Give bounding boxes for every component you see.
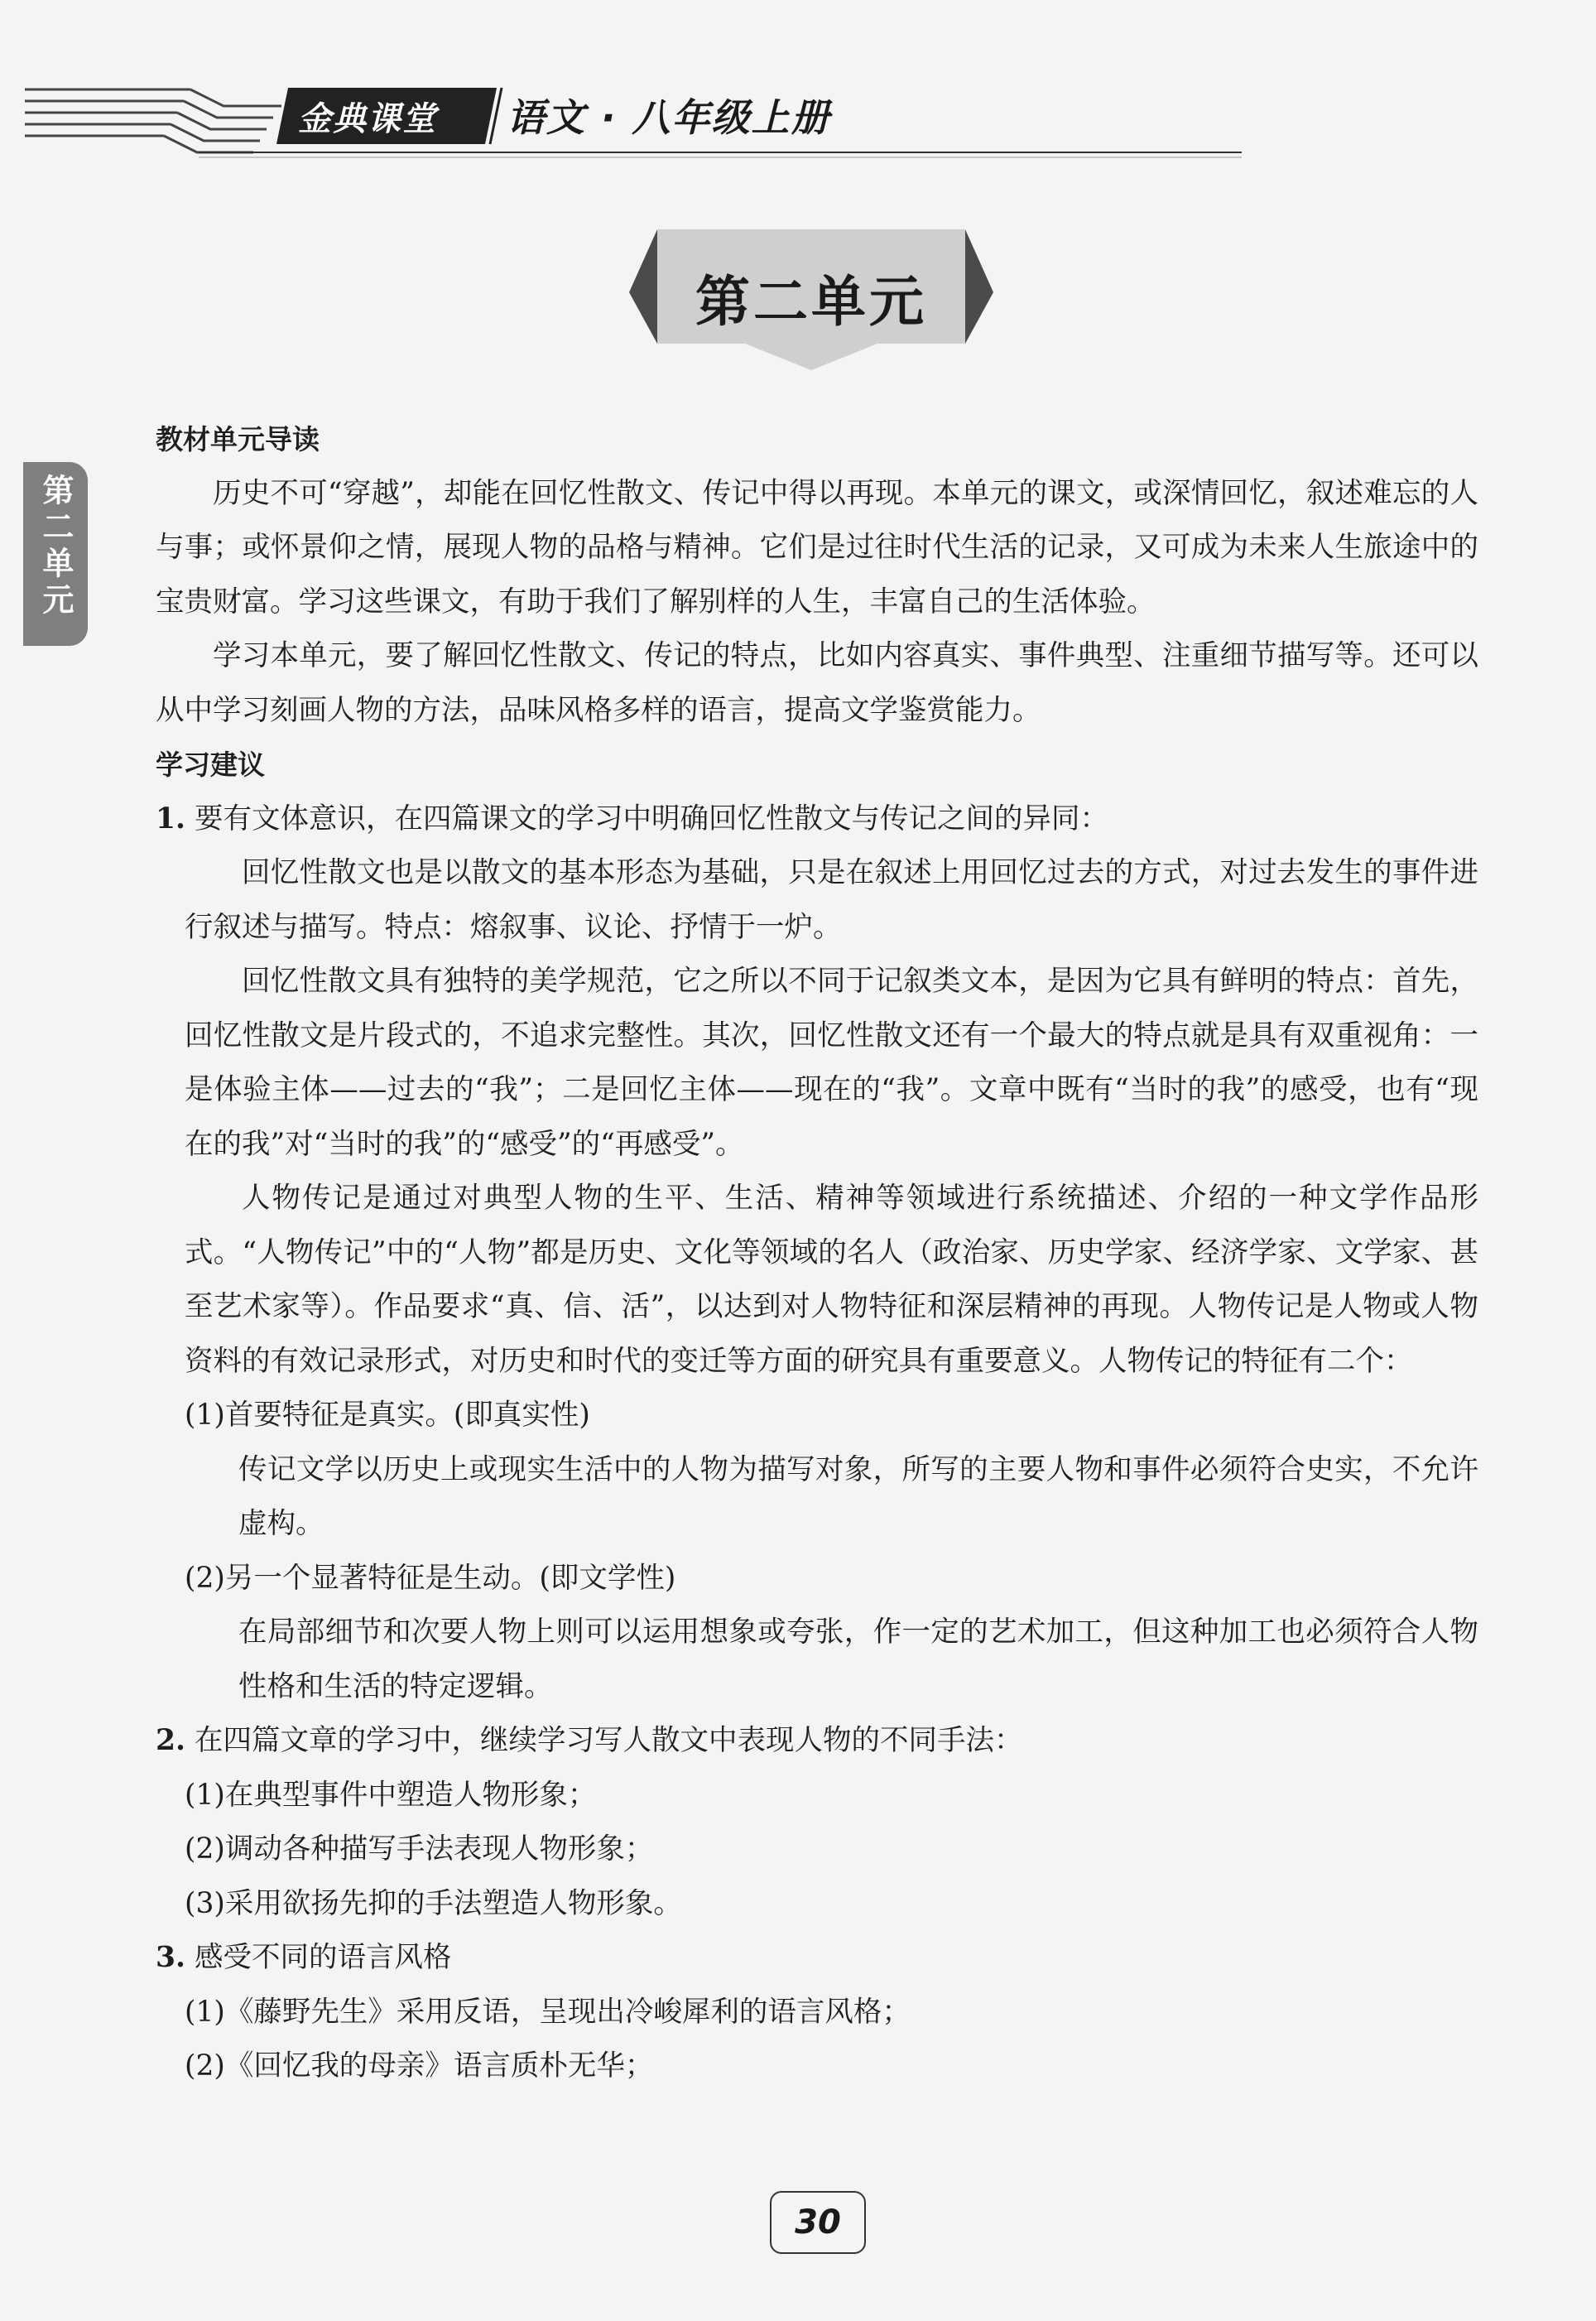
advice-item-2-number: 2. bbox=[156, 1724, 186, 1757]
advice-item-3-number: 3. bbox=[156, 1941, 186, 1974]
advice-item-1-paragraph-3: 人物传记是通过对典型人物的生平、生活、精神等领域进行系统描述、介绍的一种文学作品形式。“人物传记”中的“人物”都是历史、文化等领域的名人（政治家、历史学家、经济学家、文学家、甚至艺术家等）。作品要求“真、信、活”，以达到对人物特征和深层精神的再现。人物传记是人物或人物资料的有效记录形式，对历史和时代的变迁等方面的研究具有重要意义。人物传记的特征有二个： bbox=[185, 1182, 1478, 1378]
advice-item-3 bbox=[156, 1931, 1478, 1986]
advice-item-2-sub-1: (1)在典型事件中塑造人物形象； bbox=[185, 1778, 597, 1812]
advice-item-1-sub-2: (2)另一个显著特征是生动。(即文学性) bbox=[185, 1561, 676, 1595]
advice-item-2-sub-3: (3)采用欲扬先抑的手法塑造人物形象。 bbox=[185, 1886, 682, 1920]
advice-item-1-sub-1: (1)首要特征是真实。(即真实性) bbox=[185, 1399, 590, 1432]
advice-item-3-sub-2: (2)《回忆我的母亲》语言质朴无华； bbox=[185, 2049, 654, 2083]
advice-item-1-sub-1-text: 传记文学以历史上或现实生活中的人物为描写对象，所写的主要人物和事件必须符合史实，不允许虚构。 bbox=[238, 1452, 1478, 1540]
advice-item-1-text: 要有文体意识，在四篇课文的学习中明确回忆性散文与传记之间的异同： bbox=[195, 802, 1108, 835]
advice-item-1-number: 1. bbox=[156, 802, 186, 835]
guide-paragraph-2: 学习本单元，要了解回忆性散文、传记的特点，比如内容真实、事件典型、注重细节描写等。还可以从中学习刻画人物的方法，品味风格多样的语言，提高文学鉴赏能力。 bbox=[156, 639, 1478, 727]
advice-item-1-paragraph-1: 回忆性散文也是以散文的基本形态为基础，只是在叙述上用回忆过去的方式，对过去发生的事件进行叙述与描写。特点：熔叙事、议论、抒情于一炉。 bbox=[185, 856, 1478, 944]
advice-item-1-paragraph-2: 回忆性散文具有独特的美学规范，它之所以不同于记叙类文本，是因为它具有鲜明的特点：首先，回忆性散文是片段式的，不追求完整性。其次，回忆性散文还有一个最大的特点就是具有双重视角：一是体验主体——过去的“我”；二是回忆主体——现在的“我”。文章中既有“当时的我”的感受，也有“现在的我”对“当时的我”的“感受”的“再感受”。 bbox=[185, 965, 1478, 1161]
advice-item-3-text: 感受不同的语言风格 bbox=[195, 1941, 452, 1974]
side-tab-label: 第二单元 bbox=[37, 474, 74, 619]
page-number: 30 bbox=[770, 2191, 866, 2254]
unit-title: 第二单元 bbox=[695, 270, 927, 334]
header-decoration bbox=[0, 0, 1596, 174]
advice-item-2 bbox=[156, 1714, 1478, 1769]
section-heading-advice: 学习建议 bbox=[156, 749, 265, 781]
advice-item-1-sub-2-text: 在局部细节和次要人物上则可以运用想象或夸张，作一定的艺术加工，但这种加工也必须符合人物性格和生活的特定逻辑。 bbox=[238, 1616, 1478, 1703]
advice-item-2-sub-2: (2)调动各种描写手法表现人物形象； bbox=[185, 1832, 654, 1866]
advice-item-2-text: 在四篇文章的学习中，继续学习写人散文中表现人物的不同手法： bbox=[195, 1724, 1023, 1757]
page-header bbox=[0, 0, 1596, 174]
advice-item-1 bbox=[156, 792, 1478, 847]
unit-banner bbox=[629, 219, 993, 377]
advice-item-3-sub-1: (1)《藤野先生》采用反语，呈现出冷峻犀利的语言风格； bbox=[185, 1995, 911, 2029]
guide-paragraph-1: 历史不可“穿越”，却能在回忆性散文、传记中得以再现。本单元的课文，或深情回忆，叙述难忘的人与事；或怀景仰之情，展现人物的品格与精神。它们是过往时代生活的记录，又可成为未来人生旅途中的宝贵财富。学习这些课文，有助于我们了解别样的人生，丰富自己的生活体验。 bbox=[156, 476, 1478, 619]
page-content bbox=[156, 412, 1478, 2094]
side-tab bbox=[23, 462, 88, 646]
section-heading-guide: 教材单元导读 bbox=[156, 423, 320, 455]
subject-title: 语文 · 八年级上册 bbox=[507, 95, 831, 140]
brand-title: 金典课堂 bbox=[298, 100, 437, 138]
